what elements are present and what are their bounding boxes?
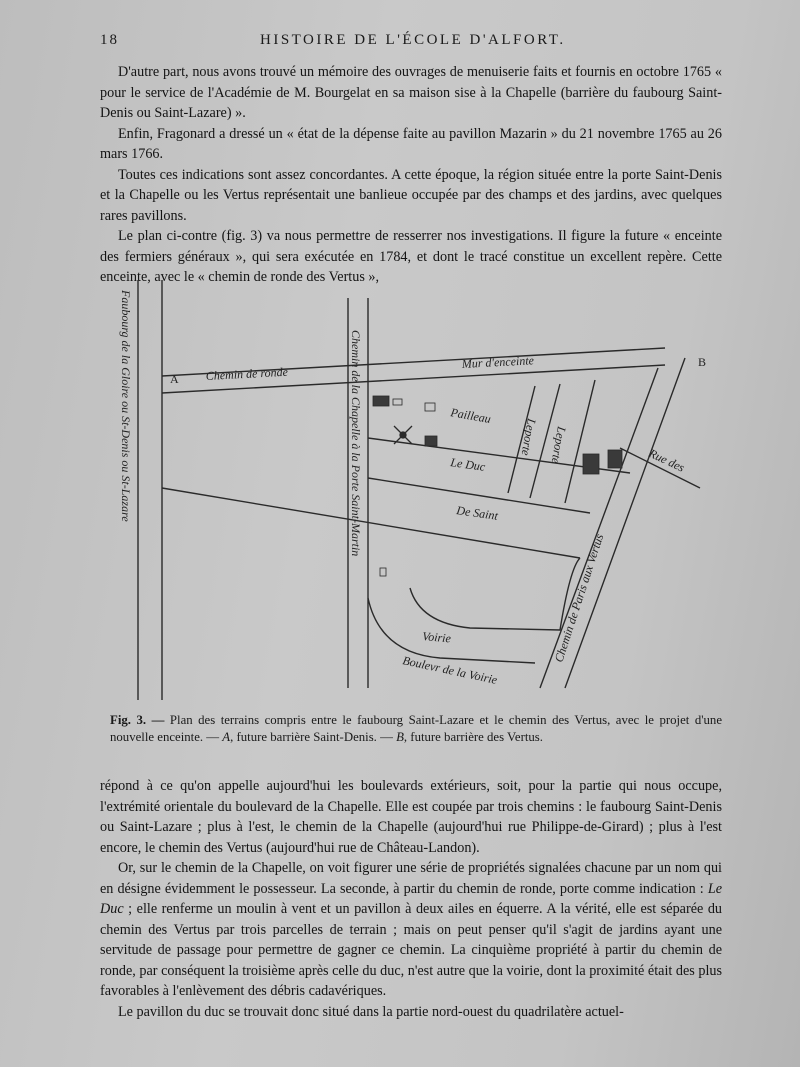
running-head: [100, 28, 720, 52]
map-label-boulevard-voirie: Boulevr de la Voirie: [401, 653, 499, 687]
figure-caption: [110, 712, 722, 746]
figure-label: Fig. 3. —: [110, 713, 165, 727]
boundary-diagonal-line: [162, 488, 580, 558]
map-label-chemin-ronde: Chemin de ronde: [205, 364, 289, 383]
building: [425, 436, 437, 446]
chemin-vertus-east-line: [565, 358, 685, 688]
book-title: HISTOIRE DE L'ÉCOLE D'ALFORT.: [260, 32, 566, 48]
map-figure: [110, 268, 730, 708]
caption-b-text: , future barrière des Vertus.: [403, 730, 543, 744]
body-text-top: [100, 62, 722, 288]
map-letter-b: B: [698, 355, 707, 369]
map-label-rue-des: Rue des: [646, 446, 687, 475]
paragraph: [100, 858, 722, 1002]
paragraph: Toutes ces indications sont assez concordantes. A cette époque, la région située entre la porte Saint-Denis et la Chapelle ou les Vertus représentait une banlieue occupée par des champs et des jardins, avec quelques rares pavillons.: [100, 166, 722, 224]
paragraph-part: ; elle renferme un moulin à vent et un pavillon à deux ailes en équerre. A la vérité, elle est séparée du chemin des Vertus par trois parcelles de terrain ; mais on peut penser qu'il s'agit de jardins ayant une servitude de passage pour permettre de gagner ce chemin. La cinquième propriété à partir du chemin de ronde, par conséquent la troisième après celle du duc, n'est autre que la voirie, dont la proximité était des plus favorables à l'enlèvement des débris cadavériques.: [100, 901, 722, 999]
map-label-chemin-chapelle: Chemin de la Chapelle à la Porte Saint-Martin: [349, 330, 363, 557]
building: [393, 399, 402, 405]
map-label-pailleau: Pailleau: [449, 405, 492, 427]
building: [608, 450, 622, 468]
map-label-voirie: Voirie: [421, 629, 452, 646]
voirie-boundary: [368, 598, 535, 663]
map-label-leporte-1: Leporte: [518, 417, 539, 457]
body-text-bottom: [100, 776, 722, 1022]
caption-letter-b: B: [396, 730, 404, 744]
paragraph: répond à ce qu'on appelle aujourd'hui les boulevards extérieurs, soit, pour la partie qui nous occupe, l'extrémité orientale du boulevard de la Chapelle. Elle est coupée par trois chemins : le faubourg Saint-Denis ou Saint-Lazare ; plus à l'est, le chemin de la Chapelle (aujourd'hui rue Philippe-de-Girard) ; plus à l'est encore, le chemin des Vertus (aujourd'hui rue de Château-Landon).: [100, 778, 722, 856]
paragraph: Enfin, Fragonard a dressé un « état de la dépense faite au pavillon Mazarin » du 21 novembre 1765 au 26 mars 1766.: [100, 125, 722, 162]
map-label-chemin-vertus: Chemin de Paris aux Vertus: [551, 532, 607, 664]
map-label-mur-enceinte: Mur d'enceinte: [461, 353, 535, 371]
caption-letter-a: A: [222, 730, 231, 744]
page-number: 18: [100, 32, 119, 48]
parcel-line: [565, 380, 595, 503]
caption-text: Plan des terrains compris entre le faubourg Saint-Lazare et le chemin des Vertus, avec le projet d'une nouvelle enceinte. —: [110, 713, 723, 744]
building: [380, 568, 386, 576]
emphasis-le-duc: Le Duc: [100, 880, 722, 917]
voirie-inner-boundary: [410, 558, 580, 630]
paragraph: Le pavillon du duc se trouvait donc situé dans la partie nord-ouest du quadrilatère actuel-: [118, 1003, 624, 1020]
paragraph: D'autre part, nous avons trouvé un mémoire des ouvrages de menuiserie faits et fournis en octobre 1765 « pour le service de l'Académie de M. Bourgelat en sa maison sise à la Chapelle (barrière du faubourg Saint-Denis ou Saint-Lazare) ».: [100, 64, 722, 121]
map-plan: [110, 268, 730, 708]
map-label-leporte-2: Leporte: [548, 425, 569, 465]
building: [425, 403, 435, 411]
paragraph: Le plan ci-contre (fig. 3) va nous permettre de resserrer nos investigations. Il figure la future « enceinte des fermiers généraux », qui sera exécutée en 1784, et dont le tracé constitue un excellent repère. Cette enceinte, avec le « chemin de ronde des Vertus »,: [100, 228, 722, 285]
windmill-icon: [394, 426, 412, 444]
caption-a-text: , future barrière Saint-Denis. —: [230, 730, 393, 744]
map-letter-a: A: [170, 372, 179, 386]
map-label-le-duc: Le Duc: [449, 455, 487, 474]
map-label-de-saint: De Saint: [455, 503, 499, 523]
map-label-faubourg: Faubourg de la Gloire ou St-Denis ou St-Lazare: [119, 290, 133, 522]
building: [373, 396, 389, 406]
building: [583, 454, 599, 474]
paragraph-part: Or, sur le chemin de la Chapelle, on voit figurer une série de propriétés signalées chacune par un nom qui en désigne évidemment le possesseur. La seconde, à partir du chemin de ronde, porte comme indication :: [100, 860, 722, 897]
